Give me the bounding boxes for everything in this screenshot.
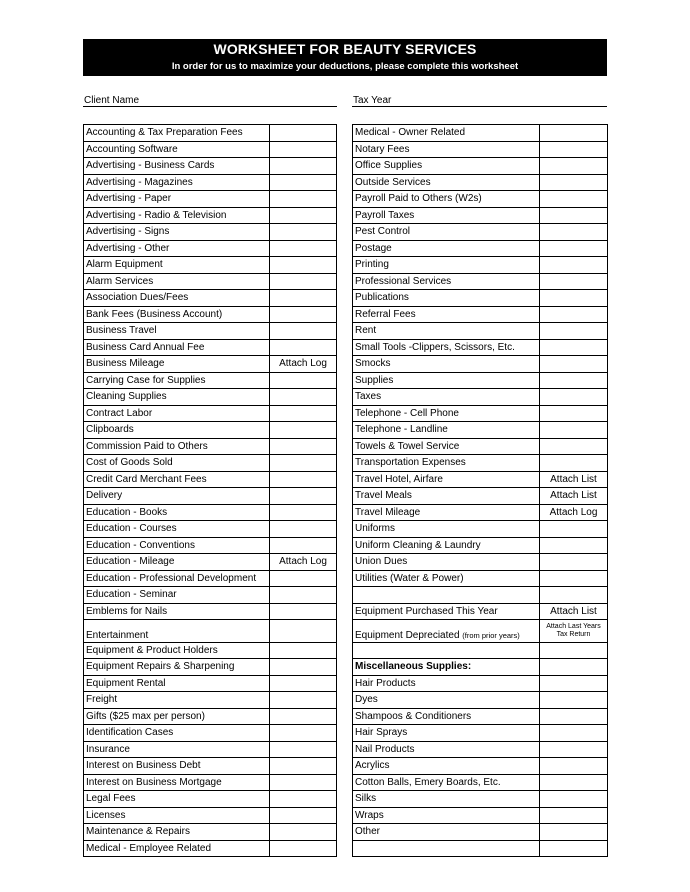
expense-category: Association Dues/Fees: [84, 290, 270, 307]
expense-amount-cell[interactable]: [540, 791, 608, 808]
expense-amount-cell[interactable]: [540, 438, 608, 455]
expense-category: Alarm Services: [84, 273, 270, 290]
expense-category: Advertising - Signs: [84, 224, 270, 241]
expense-category: Business Mileage: [84, 356, 270, 373]
expense-category: Contract Labor: [84, 405, 270, 422]
expense-amount-cell[interactable]: [270, 692, 337, 709]
expense-category: [353, 840, 540, 857]
expense-category: Advertising - Other: [84, 240, 270, 257]
expense-category: Credit Card Merchant Fees: [84, 471, 270, 488]
expense-category: Hair Sprays: [353, 725, 540, 742]
expense-amount-cell[interactable]: [270, 125, 337, 142]
expense-amount-cell[interactable]: [270, 306, 337, 323]
expense-amount-cell[interactable]: [270, 323, 337, 340]
expense-category: Dyes: [353, 692, 540, 709]
worksheet-title: WORKSHEET FOR BEAUTY SERVICES: [213, 41, 477, 57]
expense-category: Outside Services: [353, 174, 540, 191]
expense-category: Equipment Repairs & Sharpening: [84, 659, 270, 676]
expense-amount-cell[interactable]: [270, 141, 337, 158]
expense-category-label: Equipment Depreciated: [355, 629, 460, 641]
expense-category: [353, 642, 540, 659]
expense-category: Emblems for Nails: [84, 603, 270, 620]
tax-year-label: Tax Year: [353, 95, 392, 106]
expense-category: Education - Professional Development: [84, 570, 270, 587]
expense-amount-cell[interactable]: [270, 488, 337, 505]
expense-amount-cell[interactable]: [270, 471, 337, 488]
expense-category: Publications: [353, 290, 540, 307]
expense-amount-cell[interactable]: [270, 824, 337, 841]
expense-category: Medical - Owner Related: [353, 125, 540, 142]
expense-amount-cell[interactable]: [540, 290, 608, 307]
expense-amount-cell[interactable]: [270, 570, 337, 587]
expense-amount-cell[interactable]: [270, 642, 337, 659]
expense-category: Uniforms: [353, 521, 540, 538]
expense-amount-cell[interactable]: Attach List: [540, 471, 608, 488]
expense-category: [353, 587, 540, 604]
expense-category: Postage: [353, 240, 540, 257]
expense-amount-cell[interactable]: [540, 642, 608, 659]
expense-category: Smocks: [353, 356, 540, 373]
expense-category: Entertainment: [84, 620, 270, 643]
expense-category: Carrying Case for Supplies: [84, 372, 270, 389]
expense-category: Travel Hotel, Airfare: [353, 471, 540, 488]
misc-supplies-heading: Miscellaneous Supplies:: [353, 659, 540, 676]
expense-amount-cell[interactable]: [270, 372, 337, 389]
expense-category: Notary Fees: [353, 141, 540, 158]
expense-category: Professional Services: [353, 273, 540, 290]
expense-amount-cell[interactable]: [270, 389, 337, 406]
expense-category: Cost of Goods Sold: [84, 455, 270, 472]
expense-category-suffix: (from prior years): [462, 630, 520, 640]
expense-amount-cell[interactable]: [540, 807, 608, 824]
expense-category: Nail Products: [353, 741, 540, 758]
expense-amount-cell[interactable]: [270, 758, 337, 775]
expense-amount-cell[interactable]: [270, 240, 337, 257]
expense-category: Clipboards: [84, 422, 270, 439]
expense-category: Equipment & Product Holders: [84, 642, 270, 659]
expense-amount-cell[interactable]: [540, 708, 608, 725]
expense-amount-cell[interactable]: [540, 306, 608, 323]
expense-category: Education - Books: [84, 504, 270, 521]
expense-category: Identification Cases: [84, 725, 270, 742]
client-name-label: Client Name: [84, 95, 140, 106]
expense-amount-cell[interactable]: [270, 620, 337, 643]
expense-category: Interest on Business Debt: [84, 758, 270, 775]
expense-amount-cell[interactable]: [270, 587, 337, 604]
worksheet-header: [83, 39, 607, 76]
expense-category: Bank Fees (Business Account): [84, 306, 270, 323]
expense-amount-cell[interactable]: [270, 290, 337, 307]
expense-amount-cell[interactable]: [270, 708, 337, 725]
expense-category: Advertising - Magazines: [84, 174, 270, 191]
expense-category: Rent: [353, 323, 540, 340]
expense-category: Accounting Software: [84, 141, 270, 158]
expense-amount-cell[interactable]: [270, 603, 337, 620]
expense-amount-cell[interactable]: [270, 438, 337, 455]
expense-category: Transportation Expenses: [353, 455, 540, 472]
expense-category: Gifts ($25 max per person): [84, 708, 270, 725]
expense-category: Business Card Annual Fee: [84, 339, 270, 356]
expense-category: Utilities (Water & Power): [353, 570, 540, 587]
expense-category: Medical - Employee Related: [84, 840, 270, 857]
expense-amount-cell[interactable]: Attach List: [540, 488, 608, 505]
expense-amount-cell[interactable]: [540, 422, 608, 439]
expense-amount-cell[interactable]: [540, 554, 608, 571]
expense-category: Advertising - Radio & Television: [84, 207, 270, 224]
expense-amount-cell[interactable]: [270, 521, 337, 538]
expense-amount-cell[interactable]: [540, 141, 608, 158]
worksheet-subtitle: In order for us to maximize your deductions, please complete this worksheet: [171, 61, 519, 72]
expense-amount-cell[interactable]: [540, 659, 608, 676]
expense-amount-cell[interactable]: [270, 158, 337, 175]
expense-amount-cell[interactable]: [540, 521, 608, 538]
expense-amount-cell[interactable]: [270, 791, 337, 808]
expense-amount-cell[interactable]: [540, 224, 608, 241]
expense-category: Interest on Business Mortgage: [84, 774, 270, 791]
expense-category: Telephone - Cell Phone: [353, 405, 540, 422]
expense-category: Towels & Towel Service: [353, 438, 540, 455]
expense-amount-cell[interactable]: [540, 840, 608, 857]
expense-category: [353, 620, 540, 643]
expense-category: Maintenance & Repairs: [84, 824, 270, 841]
expense-amount-cell[interactable]: [540, 758, 608, 775]
expense-category: Accounting & Tax Preparation Fees: [84, 125, 270, 142]
expense-category: Equipment Purchased This Year: [353, 603, 540, 620]
expense-category: Equipment Rental: [84, 675, 270, 692]
expense-amount-cell[interactable]: [270, 659, 337, 676]
expense-category: Legal Fees: [84, 791, 270, 808]
expense-amount-cell[interactable]: [540, 405, 608, 422]
expense-amount-cell[interactable]: [270, 224, 337, 241]
attach-note-line2: Tax Return: [556, 630, 591, 638]
expense-category: Licenses: [84, 807, 270, 824]
expense-amount-cell[interactable]: [540, 372, 608, 389]
expense-amount-cell[interactable]: [270, 257, 337, 274]
expense-category: Telephone - Landline: [353, 422, 540, 439]
expense-amount-cell[interactable]: [540, 273, 608, 290]
expense-amount-cell[interactable]: [540, 725, 608, 742]
expense-amount-cell[interactable]: [540, 339, 608, 356]
expense-amount-cell[interactable]: [540, 741, 608, 758]
expense-amount-cell[interactable]: [540, 323, 608, 340]
expense-amount-cell[interactable]: [270, 455, 337, 472]
expense-amount-cell[interactable]: [270, 273, 337, 290]
expense-category: Payroll Paid to Others (W2s): [353, 191, 540, 208]
expense-amount-cell[interactable]: [270, 725, 337, 742]
expense-category: Travel Mileage: [353, 504, 540, 521]
expense-category: Acrylics: [353, 758, 540, 775]
expense-amount-cell[interactable]: [540, 257, 608, 274]
expense-category: Hair Products: [353, 675, 540, 692]
expense-amount-cell[interactable]: [540, 455, 608, 472]
expense-amount-cell[interactable]: [270, 774, 337, 791]
expense-category: Taxes: [353, 389, 540, 406]
expense-amount-cell[interactable]: [270, 422, 337, 439]
expense-amount-cell[interactable]: [270, 840, 337, 857]
expense-category: Freight: [84, 692, 270, 709]
expense-category: Education - Conventions: [84, 537, 270, 554]
expense-amount-cell[interactable]: [540, 692, 608, 709]
expense-category: Education - Mileage: [84, 554, 270, 571]
expense-amount-cell[interactable]: Attach Log: [270, 356, 337, 373]
expense-amount-cell[interactable]: Attach Log: [270, 554, 337, 571]
expense-amount-cell[interactable]: Attach Log: [540, 504, 608, 521]
expense-amount-cell[interactable]: [270, 741, 337, 758]
expense-amount-cell[interactable]: [540, 356, 608, 373]
expense-amount-cell[interactable]: [270, 339, 337, 356]
expense-amount-cell[interactable]: [540, 570, 608, 587]
expense-category: Uniform Cleaning & Laundry: [353, 537, 540, 554]
expense-category: Supplies: [353, 372, 540, 389]
expense-category: Alarm Equipment: [84, 257, 270, 274]
expense-amount-cell[interactable]: [540, 620, 608, 643]
expense-category: Cotton Balls, Emery Boards, Etc.: [353, 774, 540, 791]
expense-category: Education - Seminar: [84, 587, 270, 604]
expense-amount-cell[interactable]: [270, 207, 337, 224]
expense-amount-cell[interactable]: [540, 389, 608, 406]
expense-amount-cell[interactable]: [540, 774, 608, 791]
expense-amount-cell[interactable]: [540, 537, 608, 554]
expense-amount-cell[interactable]: [270, 405, 337, 422]
expense-category: Advertising - Paper: [84, 191, 270, 208]
expense-amount-cell[interactable]: [540, 125, 608, 142]
expense-category: Commission Paid to Others: [84, 438, 270, 455]
left-expense-table: [83, 124, 337, 857]
attach-note-line1: Attach Last Years: [546, 622, 601, 630]
expense-amount-cell[interactable]: [270, 174, 337, 191]
expense-amount-cell[interactable]: [540, 191, 608, 208]
expense-category: Shampoos & Conditioners: [353, 708, 540, 725]
expense-amount-cell[interactable]: [540, 174, 608, 191]
expense-category: Other: [353, 824, 540, 841]
expense-category: Printing: [353, 257, 540, 274]
expense-category: Referral Fees: [353, 306, 540, 323]
expense-category: Advertising - Business Cards: [84, 158, 270, 175]
expense-category: Wraps: [353, 807, 540, 824]
expense-amount-cell[interactable]: [270, 537, 337, 554]
expense-category: Education - Courses: [84, 521, 270, 538]
expense-amount-cell[interactable]: Attach List: [540, 603, 608, 620]
right-expense-table: [352, 124, 608, 857]
expense-amount-cell[interactable]: [270, 807, 337, 824]
expense-category: Office Supplies: [353, 158, 540, 175]
expense-amount-cell[interactable]: [270, 504, 337, 521]
expense-category: Travel Meals: [353, 488, 540, 505]
expense-amount-cell[interactable]: [540, 240, 608, 257]
tax-year-field[interactable]: [352, 106, 607, 107]
expense-amount-cell[interactable]: [540, 207, 608, 224]
expense-amount-cell[interactable]: [540, 158, 608, 175]
expense-amount-cell[interactable]: [540, 587, 608, 604]
expense-category: Union Dues: [353, 554, 540, 571]
expense-amount-cell[interactable]: [270, 191, 337, 208]
expense-category: Payroll Taxes: [353, 207, 540, 224]
expense-category: Small Tools -Clippers, Scissors, Etc.: [353, 339, 540, 356]
client-name-field[interactable]: [83, 106, 337, 107]
expense-amount-cell[interactable]: [540, 675, 608, 692]
expense-category: Delivery: [84, 488, 270, 505]
expense-amount-cell[interactable]: [540, 824, 608, 841]
expense-category: Silks: [353, 791, 540, 808]
expense-category: Insurance: [84, 741, 270, 758]
expense-category: Cleaning Supplies: [84, 389, 270, 406]
expense-category: Pest Control: [353, 224, 540, 241]
expense-amount-cell[interactable]: [270, 675, 337, 692]
expense-category: Business Travel: [84, 323, 270, 340]
